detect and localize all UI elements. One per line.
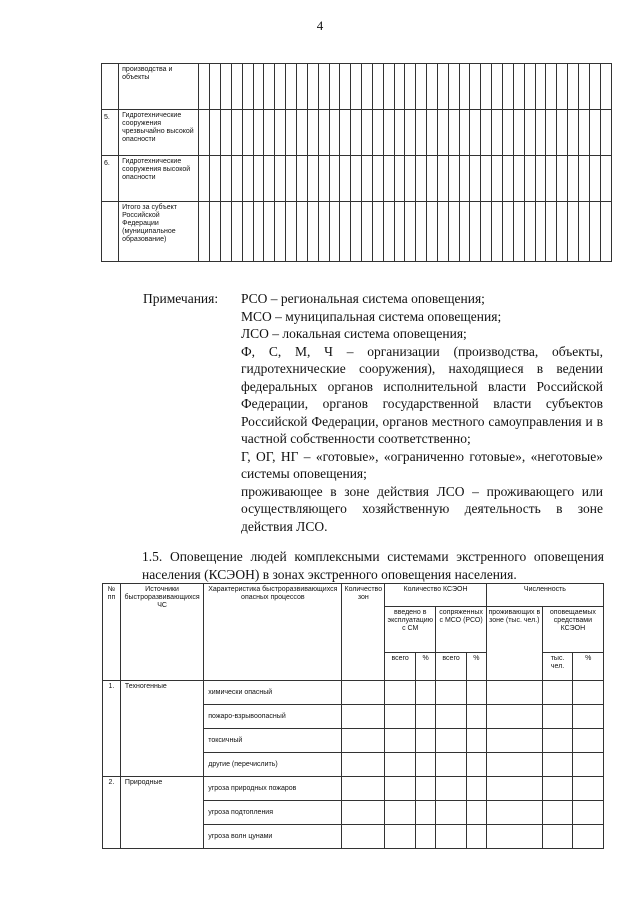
page-number: 4 xyxy=(316,18,324,33)
empty-cell xyxy=(578,202,589,262)
empty-cell xyxy=(466,777,486,801)
empty-cell xyxy=(589,64,600,110)
empty-cell xyxy=(416,110,427,156)
empty-cell xyxy=(405,202,416,262)
empty-cell xyxy=(542,825,573,849)
process-cell: угроза природных пожаров xyxy=(204,777,342,801)
row-number xyxy=(102,64,119,110)
empty-cell xyxy=(385,729,416,753)
empty-cell xyxy=(546,202,557,262)
group-number: 2. xyxy=(103,777,121,849)
empty-cell xyxy=(416,753,436,777)
empty-cell xyxy=(542,753,573,777)
row-number: 6. xyxy=(102,156,119,202)
empty-cell xyxy=(394,110,405,156)
empty-cell xyxy=(427,64,438,110)
empty-cell xyxy=(372,202,383,262)
empty-cell xyxy=(329,110,340,156)
note-item: Г, ОГ, НГ – «готовые», «ограниченно готовые», «неготовые» системы оповещения; xyxy=(241,448,603,481)
table-row xyxy=(103,777,604,801)
empty-cell xyxy=(253,64,264,110)
empty-cell xyxy=(524,156,535,202)
empty-cell xyxy=(296,64,307,110)
empty-cell xyxy=(535,202,546,262)
empty-cell xyxy=(557,110,568,156)
empty-cell xyxy=(589,110,600,156)
empty-cell xyxy=(231,156,242,202)
empty-cell xyxy=(535,156,546,202)
empty-cell xyxy=(210,110,221,156)
empty-cell xyxy=(546,64,557,110)
note-item: МСО – муниципальная система оповещения; xyxy=(241,308,502,324)
empty-cell xyxy=(568,156,579,202)
empty-cell xyxy=(436,705,467,729)
empty-cell xyxy=(307,156,318,202)
empty-cell xyxy=(275,156,286,202)
empty-cell xyxy=(416,681,436,705)
header-total: всего xyxy=(436,653,467,681)
empty-cell xyxy=(436,729,467,753)
header-introduced: введено в эксплуатацию с СМ xyxy=(385,607,436,653)
header-percent: % xyxy=(416,653,436,681)
empty-cell xyxy=(427,202,438,262)
empty-cell xyxy=(466,825,486,849)
empty-cell xyxy=(513,156,524,202)
empty-cell xyxy=(486,681,542,705)
empty-cell xyxy=(578,156,589,202)
empty-cell xyxy=(513,202,524,262)
empty-cell xyxy=(513,64,524,110)
section-heading: 1.5. Оповещение людей комплексными системами экстренного оповещения населения (КСЭОН) в зонах экстренного оповещения населения. xyxy=(142,549,604,582)
empty-cell xyxy=(385,681,416,705)
empty-cell xyxy=(600,156,611,202)
empty-cell xyxy=(503,156,514,202)
row-label: Гидротехнические сооружения чрезвычайно высокой опасности xyxy=(119,110,199,156)
empty-cell xyxy=(253,110,264,156)
empty-cell xyxy=(481,110,492,156)
empty-cell xyxy=(318,156,329,202)
empty-cell xyxy=(470,156,481,202)
group-number: 1. xyxy=(103,681,121,777)
header-percent: % xyxy=(573,653,604,681)
empty-cell xyxy=(481,202,492,262)
empty-cell xyxy=(486,801,542,825)
process-cell: угроза волн цунами xyxy=(204,825,342,849)
empty-cell xyxy=(589,202,600,262)
table-row xyxy=(102,156,612,202)
empty-cell xyxy=(557,156,568,202)
empty-cell xyxy=(342,681,385,705)
note-item: проживающее в зоне действия ЛСО – проживающего или осуществляющего хозяйственную деятельность в зоне действия ЛСО. xyxy=(241,483,603,534)
empty-cell xyxy=(436,753,467,777)
empty-cell xyxy=(199,156,210,202)
empty-cell xyxy=(242,110,253,156)
empty-cell xyxy=(416,801,436,825)
empty-cell xyxy=(405,156,416,202)
empty-cell xyxy=(535,64,546,110)
empty-cell xyxy=(385,801,416,825)
empty-cell xyxy=(600,202,611,262)
top-table xyxy=(101,63,612,262)
empty-cell xyxy=(405,64,416,110)
empty-cell xyxy=(210,64,221,110)
empty-cell xyxy=(557,64,568,110)
row-label: Итого за субъект Российской Федерации (муниципальное образование) xyxy=(119,202,199,262)
empty-cell xyxy=(221,110,232,156)
empty-cell xyxy=(568,110,579,156)
empty-cell xyxy=(600,64,611,110)
empty-cell xyxy=(351,64,362,110)
empty-cell xyxy=(573,801,604,825)
empty-cell xyxy=(437,156,448,202)
empty-cell xyxy=(242,64,253,110)
empty-cell xyxy=(524,110,535,156)
empty-cell xyxy=(470,110,481,156)
empty-cell xyxy=(264,64,275,110)
empty-cell xyxy=(459,64,470,110)
empty-cell xyxy=(318,64,329,110)
empty-cell xyxy=(221,64,232,110)
empty-cell xyxy=(470,64,481,110)
empty-cell xyxy=(253,202,264,262)
header-sources: Источники быстроразвивающихся ЧС xyxy=(120,584,203,681)
empty-cell xyxy=(503,202,514,262)
empty-cell xyxy=(466,705,486,729)
empty-cell xyxy=(573,681,604,705)
empty-cell xyxy=(385,825,416,849)
empty-cell xyxy=(199,202,210,262)
group-source: Природные xyxy=(120,777,203,849)
empty-cell xyxy=(362,202,373,262)
empty-cell xyxy=(466,681,486,705)
empty-cell xyxy=(342,825,385,849)
empty-cell xyxy=(427,156,438,202)
empty-cell xyxy=(568,64,579,110)
empty-cell xyxy=(329,202,340,262)
empty-cell xyxy=(524,64,535,110)
empty-cell xyxy=(557,202,568,262)
empty-cell xyxy=(486,729,542,753)
empty-cell xyxy=(542,705,573,729)
table-row xyxy=(102,64,612,110)
empty-cell xyxy=(573,705,604,729)
empty-cell xyxy=(486,825,542,849)
empty-cell xyxy=(573,753,604,777)
empty-cell xyxy=(492,156,503,202)
table-row xyxy=(102,110,612,156)
row-number xyxy=(102,202,119,262)
empty-cell xyxy=(568,202,579,262)
empty-cell xyxy=(416,825,436,849)
empty-cell xyxy=(372,156,383,202)
empty-cell xyxy=(427,110,438,156)
empty-cell xyxy=(340,156,351,202)
empty-cell xyxy=(286,110,297,156)
empty-cell xyxy=(385,753,416,777)
empty-cell xyxy=(210,202,221,262)
empty-cell xyxy=(486,777,542,801)
empty-cell xyxy=(351,156,362,202)
empty-cell xyxy=(448,64,459,110)
empty-cell xyxy=(275,202,286,262)
empty-cell xyxy=(416,705,436,729)
empty-cell xyxy=(342,729,385,753)
header-zones: Количество зон xyxy=(342,584,385,681)
note-item: Ф, С, М, Ч – организации (производства, объекты, гидротехнические сооружения), находящиеся в ведении федеральных органов исполнительной власти Российской Федерации, органов государственной власти субъектов Российской Федерации, органов местного самоуправления и в частной собственности соответственно; xyxy=(241,343,603,446)
empty-cell xyxy=(573,729,604,753)
empty-cell xyxy=(221,156,232,202)
process-cell: токсичный xyxy=(204,729,342,753)
empty-cell xyxy=(437,110,448,156)
notes-label: Примечания: xyxy=(143,291,219,306)
empty-cell xyxy=(286,156,297,202)
row-label: Гидротехнические сооружения высокой опасности xyxy=(119,156,199,202)
empty-cell xyxy=(231,202,242,262)
empty-cell xyxy=(383,110,394,156)
empty-cell xyxy=(436,777,467,801)
empty-cell xyxy=(307,64,318,110)
empty-cell xyxy=(448,202,459,262)
empty-cell xyxy=(573,825,604,849)
empty-cell xyxy=(416,156,427,202)
empty-cell xyxy=(459,156,470,202)
empty-cell xyxy=(466,753,486,777)
table-row xyxy=(103,681,604,705)
empty-cell xyxy=(486,753,542,777)
empty-cell xyxy=(242,156,253,202)
row-label: производства и объекты xyxy=(119,64,199,110)
empty-cell xyxy=(394,64,405,110)
header-living: проживающих в зоне (тыс. чел.) xyxy=(486,607,542,681)
header-population: Численность xyxy=(486,584,603,607)
empty-cell xyxy=(275,64,286,110)
empty-cell xyxy=(296,156,307,202)
header-total: всего xyxy=(385,653,416,681)
header-notified: оповещаемых средствами КСЭОН xyxy=(542,607,603,653)
empty-cell xyxy=(503,110,514,156)
empty-cell xyxy=(466,801,486,825)
empty-cell xyxy=(199,64,210,110)
empty-cell xyxy=(448,156,459,202)
empty-cell xyxy=(503,64,514,110)
empty-cell xyxy=(416,202,427,262)
empty-cell xyxy=(481,156,492,202)
row-number: 5. xyxy=(102,110,119,156)
empty-cell xyxy=(351,202,362,262)
empty-cell xyxy=(459,202,470,262)
empty-cell xyxy=(383,64,394,110)
process-cell: угроза подтопления xyxy=(204,801,342,825)
empty-cell xyxy=(307,110,318,156)
empty-cell xyxy=(231,110,242,156)
empty-cell xyxy=(535,110,546,156)
empty-cell xyxy=(546,156,557,202)
empty-cell xyxy=(264,156,275,202)
empty-cell xyxy=(542,729,573,753)
empty-cell xyxy=(242,202,253,262)
empty-cell xyxy=(437,202,448,262)
empty-cell xyxy=(372,110,383,156)
empty-cell xyxy=(589,156,600,202)
empty-cell xyxy=(492,202,503,262)
empty-cell xyxy=(221,202,232,262)
empty-cell xyxy=(481,64,492,110)
empty-cell xyxy=(436,801,467,825)
table-row xyxy=(102,202,612,262)
empty-cell xyxy=(342,777,385,801)
empty-cell xyxy=(448,110,459,156)
empty-cell xyxy=(340,202,351,262)
header-characteristics: Характеристика быстроразвивающихся опасных процессов xyxy=(204,584,342,681)
empty-cell xyxy=(318,110,329,156)
header-paired: сопряженных с МСО (РСО) xyxy=(436,607,487,653)
empty-cell xyxy=(459,110,470,156)
empty-cell xyxy=(231,64,242,110)
empty-cell xyxy=(542,801,573,825)
empty-cell xyxy=(437,64,448,110)
empty-cell xyxy=(524,202,535,262)
empty-cell xyxy=(210,156,221,202)
empty-cell xyxy=(436,681,467,705)
ksaon-table xyxy=(102,583,604,849)
empty-cell xyxy=(264,202,275,262)
empty-cell xyxy=(383,202,394,262)
empty-cell xyxy=(600,110,611,156)
empty-cell xyxy=(492,110,503,156)
empty-cell xyxy=(546,110,557,156)
empty-cell xyxy=(436,825,467,849)
empty-cell xyxy=(307,202,318,262)
empty-cell xyxy=(296,202,307,262)
empty-cell xyxy=(329,156,340,202)
empty-cell xyxy=(416,64,427,110)
empty-cell xyxy=(296,110,307,156)
empty-cell xyxy=(340,110,351,156)
empty-cell xyxy=(416,729,436,753)
empty-cell xyxy=(362,64,373,110)
empty-cell xyxy=(340,64,351,110)
empty-cell xyxy=(542,681,573,705)
empty-cell xyxy=(573,777,604,801)
empty-cell xyxy=(466,729,486,753)
empty-cell xyxy=(342,801,385,825)
group-source: Техногенные xyxy=(120,681,203,777)
header-num: № пп xyxy=(103,584,121,681)
empty-cell xyxy=(542,777,573,801)
empty-cell xyxy=(342,705,385,729)
empty-cell xyxy=(362,156,373,202)
empty-cell xyxy=(492,64,503,110)
empty-cell xyxy=(329,64,340,110)
empty-cell xyxy=(578,64,589,110)
empty-cell xyxy=(578,110,589,156)
empty-cell xyxy=(318,202,329,262)
header-percent: % xyxy=(466,653,486,681)
empty-cell xyxy=(253,156,264,202)
empty-cell xyxy=(470,202,481,262)
empty-cell xyxy=(486,705,542,729)
empty-cell xyxy=(416,777,436,801)
note-item: РСО – региональная система оповещения; xyxy=(241,291,485,306)
empty-cell xyxy=(383,156,394,202)
empty-cell xyxy=(405,110,416,156)
empty-cell xyxy=(286,202,297,262)
empty-cell xyxy=(362,110,373,156)
empty-cell xyxy=(394,202,405,262)
empty-cell xyxy=(275,110,286,156)
empty-cell xyxy=(385,777,416,801)
empty-cell xyxy=(286,64,297,110)
empty-cell xyxy=(264,110,275,156)
process-cell: химически опасный xyxy=(204,681,342,705)
empty-cell xyxy=(394,156,405,202)
note-item: ЛСО – локальная система оповещения; xyxy=(241,326,467,341)
header-thousand: тыс. чел. xyxy=(542,653,573,681)
process-cell: пожаро-взрывоопасный xyxy=(204,705,342,729)
empty-cell xyxy=(513,110,524,156)
empty-cell xyxy=(199,110,210,156)
process-cell: другие (перечислить) xyxy=(204,753,342,777)
empty-cell xyxy=(372,64,383,110)
empty-cell xyxy=(342,753,385,777)
header-ksaon-count: Количество КСЭОН xyxy=(385,584,487,607)
empty-cell xyxy=(351,110,362,156)
empty-cell xyxy=(385,705,416,729)
